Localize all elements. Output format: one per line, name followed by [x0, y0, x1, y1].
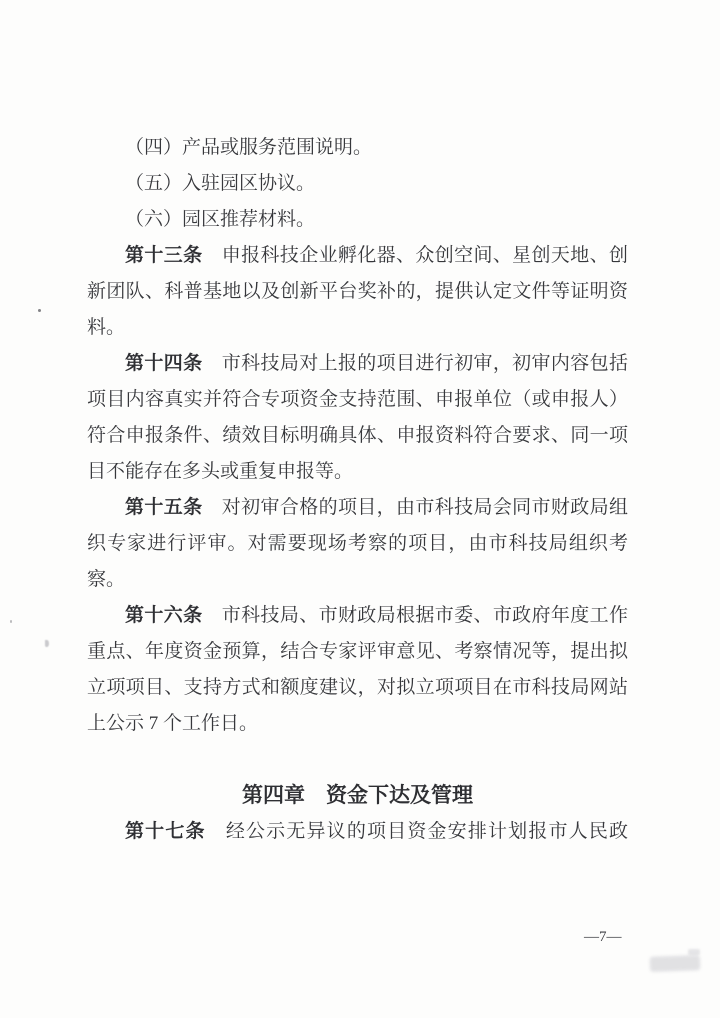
text-line-content: 项目内容真实并符合专项资金支持范围、申报单位（或申报人）: [87, 389, 628, 410]
blank-line: [87, 742, 628, 778]
text-line-content: 新团队、科普基地以及创新平台奖补的，提供认定文件等证明资: [87, 281, 628, 302]
article-number: 第十七条: [125, 821, 206, 842]
article-text: 对初审合格的项目，由市科技局会同市财政局组: [202, 497, 628, 518]
list-item: [87, 130, 628, 166]
article-15-line: [87, 490, 628, 526]
text-line: [87, 418, 628, 454]
text-line: [87, 670, 628, 706]
text-line-content: 料。: [87, 317, 126, 338]
list-item: [87, 202, 628, 238]
article-text: 市科技局对上报的项目进行初审，初审内容包括: [202, 353, 628, 374]
list-item: [87, 166, 628, 202]
article-text: 申报科技企业孵化器、众创空间、星创天地、创: [202, 245, 628, 266]
article-text: 经公示无异议的项目资金安排计划报市人民政: [205, 821, 628, 842]
list-item-text: （四）产品或服务范围说明。: [125, 137, 373, 158]
article-16-line: [87, 598, 628, 634]
text-line: [87, 562, 628, 598]
text-line: [87, 526, 628, 562]
scan-speck: [10, 620, 12, 623]
chapter-heading: 第四章 资金下达及管理: [242, 784, 473, 807]
text-line-content: 察。: [87, 569, 126, 590]
article-number: 第十三条: [125, 245, 203, 266]
article-number: 第十六条: [125, 605, 203, 626]
list-item-text: （五）入驻园区协议。: [125, 173, 316, 194]
article-17-line: [87, 814, 628, 850]
text-line-content: 目不能存在多头或重复申报等。: [87, 461, 354, 482]
text-line: [87, 634, 628, 670]
scan-smudge: [688, 949, 700, 955]
article-13-line: [87, 238, 628, 274]
text-line: [87, 706, 628, 742]
text-line-content: 织专家进行评审。对需要现场考察的项目，由市科技局组织考: [87, 533, 628, 554]
list-item-text: （六）园区推荐材料。: [125, 209, 316, 230]
text-line-content: 立项项目、支持方式和额度建议，对拟立项项目在市科技局网站: [87, 677, 628, 698]
scan-speck: [45, 640, 49, 647]
scan-smudge: [650, 955, 700, 972]
scan-speck: [38, 309, 41, 312]
text-line: [87, 310, 628, 346]
text-line: [87, 274, 628, 310]
document-body: [87, 130, 628, 850]
page-number: —7—: [584, 929, 622, 945]
article-14-line: [87, 346, 628, 382]
article-number: 第十五条: [125, 497, 203, 518]
article-text: 市科技局、市财政局根据市委、市政府年度工作: [202, 605, 628, 626]
article-number: 第十四条: [125, 353, 203, 374]
text-line-content: 上公示 7 个工作日。: [87, 713, 259, 734]
text-line-content: 重点、年度资金预算，结合专家评审意见、考察情况等，提出拟: [87, 641, 628, 662]
text-line-content: 符合申报条件、绩效目标明确具体、申报资料符合要求、同一项: [87, 425, 628, 446]
text-line: [87, 454, 628, 490]
text-line: [87, 382, 628, 418]
